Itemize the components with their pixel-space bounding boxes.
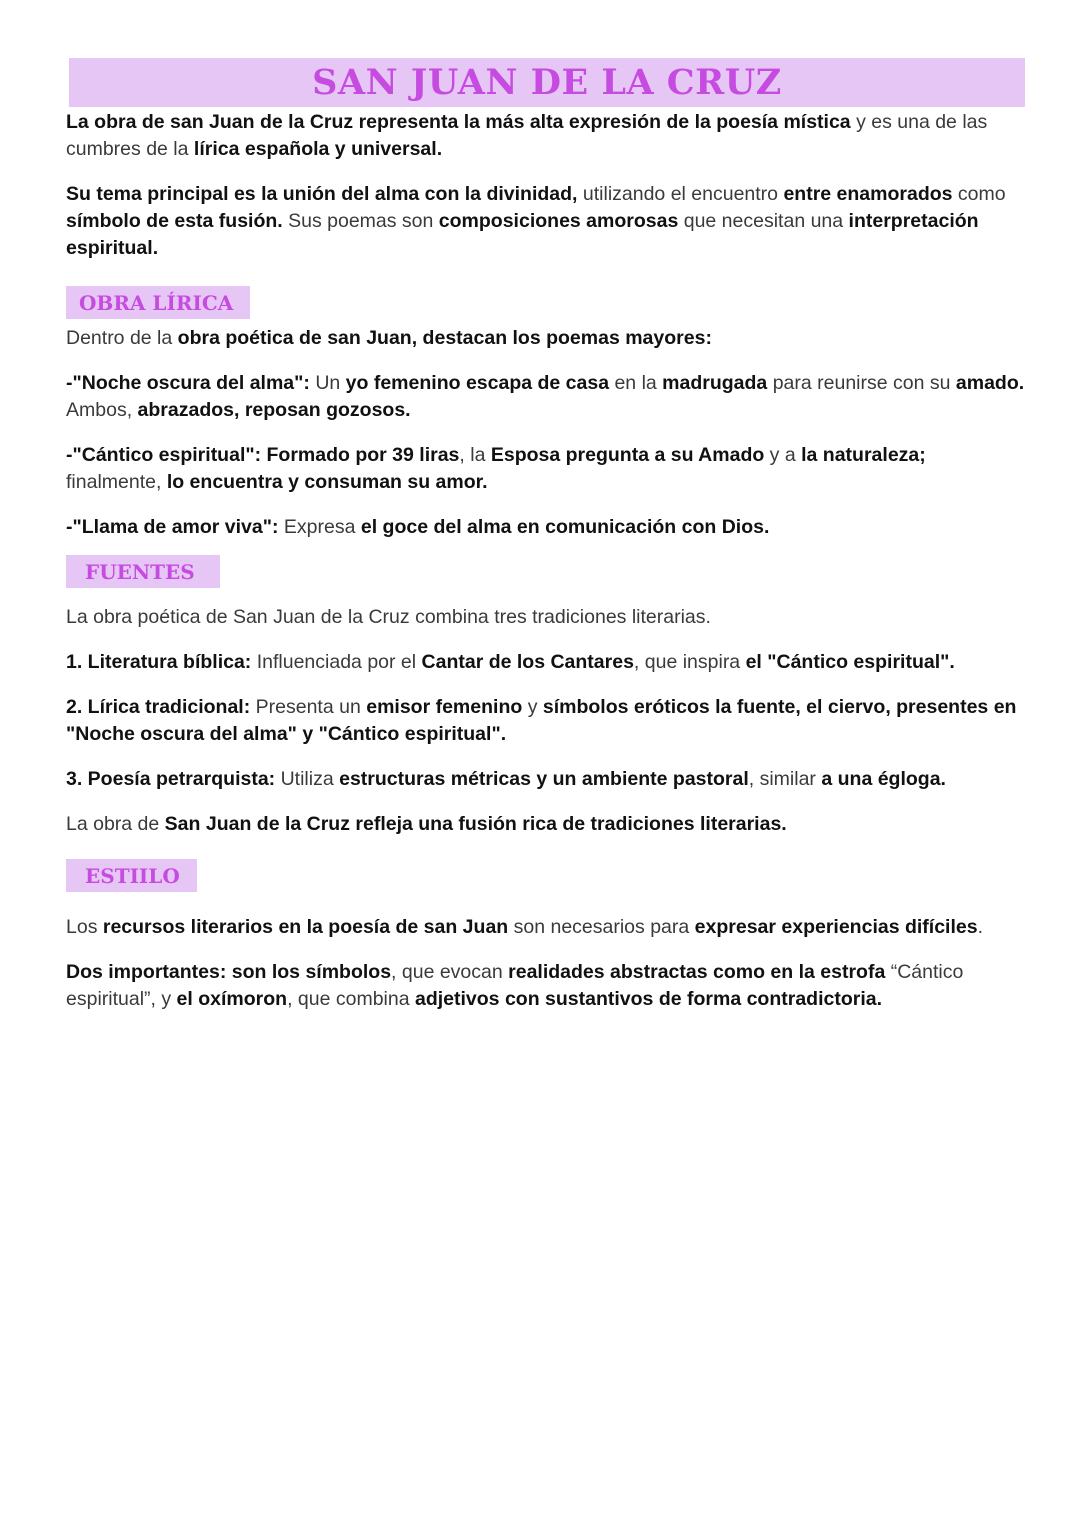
section-heading-obra-lirica	[66, 286, 250, 319]
bold-text-run: recursos literarios en la poesía de san Juan	[102, 916, 509, 938]
text-run: Ambos,	[66, 399, 138, 421]
bold-text-run: -"Cántico espiritual": Formado por 39 liras	[66, 444, 460, 466]
bold-text-run: a una égloga.	[821, 768, 946, 790]
text-run: , que evocan	[391, 961, 509, 983]
text-run: utilizando el encuentro	[577, 183, 784, 205]
bold-text-run: Cantar de los Cantares	[421, 651, 634, 673]
bold-text-run: madrugada	[662, 372, 768, 394]
text-run: , similar	[748, 768, 822, 790]
fuentes-lirica-tradicional	[66, 694, 1026, 748]
bold-text-run: obra poética de san Juan, destacan los poemas mayores:	[177, 327, 712, 349]
text-run: , que combina	[287, 988, 415, 1010]
bold-text-run: composiciones amorosas	[438, 210, 679, 232]
text-run: La obra de	[66, 813, 165, 835]
fuentes-poesia-petrarquista	[66, 766, 1026, 793]
obra-lirica-llama-de-amor	[66, 514, 1026, 541]
bold-text-run: abrazados, reposan gozosos.	[137, 399, 411, 421]
bold-text-run: Esposa pregunta a su Amado	[490, 444, 765, 466]
obra-lirica-cantico-espiritual	[66, 442, 1026, 496]
bold-text-run: San Juan de la Cruz refleja una fusión rica de tradiciones literarias.	[164, 813, 787, 835]
bold-text-run: yo femenino escapa de casa	[345, 372, 610, 394]
bold-text-run: el oxímoron	[176, 988, 288, 1010]
bold-text-run: lírica española y universal.	[193, 138, 443, 160]
text-run: Utiliza	[275, 768, 340, 790]
text-run: finalmente,	[66, 471, 167, 493]
text-run: y	[522, 696, 543, 718]
text-run: y es una de las cumbres de la	[66, 111, 988, 160]
text-run: .	[977, 916, 983, 938]
text-run: Influenciada por el	[251, 651, 422, 673]
bold-text-run: interpretación espiritual.	[66, 210, 979, 259]
bold-text-run: 1. Literatura bíblica:	[66, 651, 252, 673]
bold-text-run: el "Cántico espiritual".	[745, 651, 955, 673]
title-banner	[69, 58, 1025, 107]
text-run: , la	[459, 444, 491, 466]
bold-text-run: Su tema principal es la unión del alma con la divinidad,	[66, 183, 578, 205]
bold-text-run: lo encuentra y consuman su amor.	[166, 471, 488, 493]
text-run: para reunirse con su	[767, 372, 956, 394]
bold-text-run: 3. Poesía petrarquista:	[66, 768, 276, 790]
text-run: Expresa	[278, 516, 361, 538]
bold-text-run: -"Llama de amor viva":	[66, 516, 279, 538]
text-run: La obra poética de San Juan de la Cruz combina tres tradiciones literarias.	[66, 606, 711, 628]
text-run: “Cántico espiritual”, y	[66, 961, 964, 1010]
bold-text-run: la naturaleza;	[801, 444, 926, 466]
bold-text-run: símbolo de esta fusión.	[66, 210, 283, 232]
bold-text-run: 2. Lírica tradicional:	[66, 696, 251, 718]
text-run: Dentro de la	[66, 327, 178, 349]
text-run: en la	[609, 372, 663, 394]
text-run: que necesitan una	[678, 210, 849, 232]
section-heading-fuentes	[66, 555, 220, 588]
bold-text-run: amado.	[955, 372, 1025, 394]
bold-text-run: -"Noche oscura del alma":	[66, 372, 310, 394]
bold-text-run: símbolos eróticos la fuente, el ciervo, presentes en "Noche oscura del alma" y "Cántico espiritual".	[66, 696, 1017, 745]
intro-paragraph-2	[66, 181, 1026, 262]
fuentes-literatura-biblica	[66, 649, 1026, 676]
page-title: SAN JUAN DE LA CRUZ	[312, 62, 782, 103]
text-run: son necesarios para	[508, 916, 695, 938]
fuentes-paragraph-1	[66, 604, 1026, 631]
text-run: , que inspira	[633, 651, 746, 673]
section-heading-text: OBRA LÍRICA	[79, 290, 234, 315]
text-run: como	[952, 183, 1006, 205]
obra-lirica-noche-oscura	[66, 370, 1026, 424]
bold-text-run: expresar experiencias difíciles	[694, 916, 978, 938]
text-run: Un	[309, 372, 346, 394]
section-heading-text: FUENTES	[85, 559, 195, 584]
intro-paragraph-1	[66, 109, 1026, 163]
estilo-paragraph-2	[66, 959, 1026, 1013]
bold-text-run: el goce del alma en comunicación con Dios.	[360, 516, 770, 538]
estilo-paragraph-1	[66, 914, 1026, 941]
bold-text-run: entre enamorados	[783, 183, 953, 205]
bold-text-run: estructuras métricas y un ambiente pastoral	[339, 768, 749, 790]
bold-text-run: Dos importantes: son los símbolos	[66, 961, 392, 983]
fuentes-conclusion	[66, 811, 1026, 838]
bold-text-run: realidades abstractas como en la estrofa	[508, 961, 886, 983]
section-heading-estilo	[66, 859, 197, 892]
bold-text-run: adjetivos con sustantivos de forma contradictoria.	[415, 988, 883, 1010]
bold-text-run: emisor femenino	[366, 696, 523, 718]
text-run: y a	[764, 444, 802, 466]
text-run: Los	[66, 916, 103, 938]
bold-text-run: La obra de san Juan de la Cruz representa la más alta expresión de la poesía mística	[66, 111, 851, 133]
text-run: Sus poemas son	[282, 210, 439, 232]
text-run: Presenta un	[250, 696, 367, 718]
section-heading-text: ESTIILO	[85, 863, 180, 888]
obra-lirica-paragraph-1	[66, 325, 1026, 352]
